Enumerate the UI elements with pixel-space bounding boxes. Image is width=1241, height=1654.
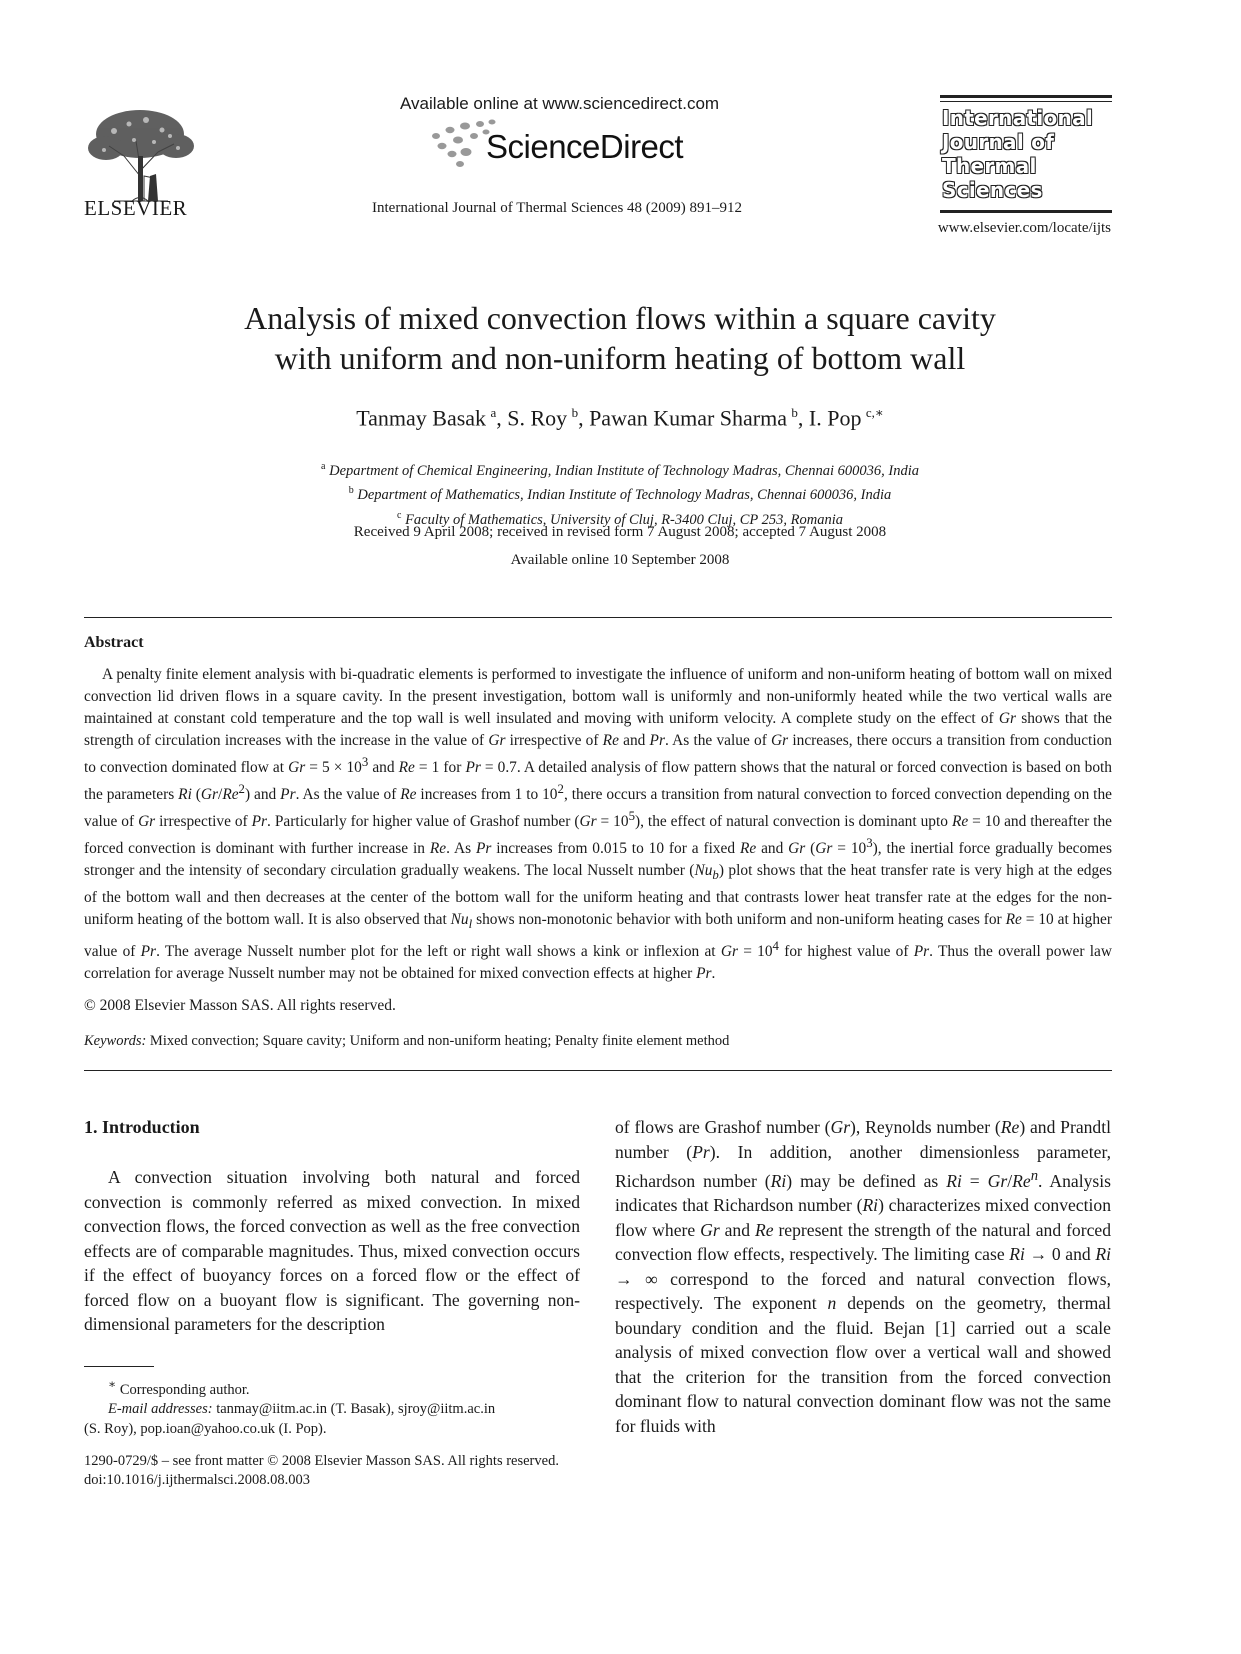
journal-logo-rule: [940, 101, 1112, 102]
doi-link[interactable]: doi:10.1016/j.ijthermalsci.2008.08.003: [84, 1472, 310, 1488]
body-text-right-column: of flows are Grashof number (Gr), Reynolds number (Re) and Prandtl number (Pr). In addition, another dimensionless parameter, Richardson number (Ri) may be defined as $Ri = Gr/Re^n$. Analysis indicates that Richardson number (Ri) characterizes mixed convection flow where Gr and Re represent the strength of the natural and forced convection flow effects, respectively. The limiting case Ri → 0 and Ri → ∞ correspond to the forced and natural convection flows, respectively. The exponent n depends on the geometry, thermal boundary condition and the fluid. Bejan [1] carried out a scale analysis of mixed convection flow over a vertical wall and showed that the criterion for the transition from the forced convection dominant flow to natural convection dominant flow was not the same for fluids with: [615, 1117, 1112, 1436]
article-title: Analysis of mixed convection flows within a square cavity with uniform and non-uniform heating of bottom wall: [244, 300, 996, 376]
publisher-name: ELSEVIER: [84, 196, 188, 220]
copyright-notice: © 2008 Elsevier Masson SAS. All rights reserved.: [84, 997, 396, 1014]
affiliations: [120, 457, 1120, 530]
abstract-body: A penalty finite element analysis with bi-quadratic elements is performed to investigate the influence of uniform and non-uniform heating of bottom wall on mixed convection lid driven flows in a square cavity. In the present investigation, bottom wall is uniformly and non-uniformly heated while the two vertical walls are maintained at constant cold temperature and the top wall is well insulated and moving with uniform velocity. A complete study on the effect of Gr shows that the strength of circulation increases with the increase in the value of Gr irrespective of Re and Pr. As the value of Gr increases, there occurs a transition from conduction to convection dominated flow at $Gr = 5 \times 10^3$ and Re = 1 for Pr = 0.7. A detailed analysis of flow pattern shows that the natural or forced convection is based on both the parameters Ri (Gr/Re$^2$) and Pr. As the value of Re increases from 1 to $10^2$, there occurs a transition from natural convection to forced convection depending on the value of Gr irrespective of Pr. Particularly for higher value of Grashof number $(Gr = 10^5)$, the effect of natural convection is dominant upto Re = 10 and thereafter the forced convection is dominant with further increase in Re. As Pr increases from 0.015 to 10 for a fixed Re and Gr $(Gr = 10^3)$, the inertial force gradually becomes stronger and the intensity of secondary circulation gradually weakens. The local Nusselt number $(Nu_b)$ plot shows that the heat transfer rate is very high at the edges of the bottom wall and then decreases at the center of the bottom wall for the uniform heating and that contrasts lower heat transfer rate at the edges for the non-uniform heating of the bottom wall. It is also observed that $Nu_l$ shows non-monotonic behavior with both uniform and non-uniform heating cases for Re = 10 at higher value of Pr. The average Nusselt number plot for the left or right wall shows a kink or inflexion at $Gr = 10^4$ for highest value of Pr. Thus the overall power law correlation for average Nusselt number may not be obtained for mixed convection effects at higher Pr.: [84, 666, 1113, 982]
front-matter: [84, 1452, 644, 1490]
abstract-heading: Abstract: [84, 634, 144, 651]
body-text-left-column: A convection situation involving both natural and forced convection is commonly referred as mixed convection. In mixed convection flows, the forced convection as well as the free convection effects are of comparable magnitudes. Thus, mixed convection occurs if the effect of buoyancy forces on a forced flow or the effect of forced flow on a buoyant flow is significant. The governing non-dimensional parameters for the description: [84, 1167, 580, 1334]
author-name[interactable]: I. Pop: [808, 405, 862, 431]
affiliation: $^b$ Department of Mathematics, Indian Institute of Technology Madras, Chennai 600036, India: [348, 485, 892, 504]
available-online-link[interactable]: Available online at www.sciencedirect.com: [400, 94, 720, 113]
issn-line: 1290-0729/$ – see front matter © 2008 Elsevier Masson SAS. All rights reserved.: [84, 1453, 559, 1469]
divider: [84, 1070, 1112, 1071]
author-list: Tanmay Basak $^a$, S. Roy $^b$, Pawan Kumar Sharma $^b$, I. Pop $^{c,∗}$: [356, 405, 884, 431]
journal-logo-title: International Journal of Thermal Sciences: [942, 106, 1094, 202]
journal-logo-rule: [940, 210, 1112, 213]
email-links[interactable]: tanmay@iitm.ac.in (T. Basak), sjroy@iitm.ac.in: [216, 1401, 496, 1418]
corresponding-author-note: ∗ Corresponding author.: [108, 1377, 250, 1398]
affiliation: $^c$ Faculty of Mathematics, University of Cluj, R-3400 Cluj, CP 253, Romania: [397, 509, 843, 528]
sciencedirect-wordmark: ScienceDirect: [486, 128, 684, 165]
author-name[interactable]: Pawan Kumar Sharma: [589, 405, 788, 431]
divider: [84, 617, 1112, 618]
author-name[interactable]: S. Roy: [507, 405, 568, 431]
available-online-date: Available online 10 September 2008: [510, 552, 730, 568]
journal-logo-rule: [940, 95, 1112, 98]
received-dates: Received 9 April 2008; received in revised form 7 August 2008; accepted 7 August 2008: [353, 524, 887, 540]
section-heading: 1. Introduction: [84, 1117, 200, 1137]
email-addresses: E-mail addresses: tanmay@iitm.ac.in (T. Basak), sjroy@iitm.ac.in: [108, 1401, 496, 1418]
footnote-rule: [84, 1366, 154, 1367]
journal-citation: International Journal of Thermal Sciences 48 (2009) 891–912: [372, 200, 743, 216]
citation-link[interactable]: [1]: [935, 1317, 956, 1338]
journal-url-link[interactable]: www.elsevier.com/locate/ijts: [937, 220, 1111, 236]
footnote: [84, 1375, 580, 1439]
email-addresses-cont[interactable]: (S. Roy), pop.ioan@yahoo.co.uk (I. Pop).: [84, 1420, 327, 1437]
keywords: Keywords: Mixed convection; Square cavity; Uniform and non-uniform heating; Penalty finite element method: [84, 1033, 730, 1049]
author-name[interactable]: Tanmay Basak: [356, 405, 487, 431]
affiliation: $^a$ Department of Chemical Engineering, Indian Institute of Technology Madras, Chennai 600036, India: [321, 461, 919, 479]
